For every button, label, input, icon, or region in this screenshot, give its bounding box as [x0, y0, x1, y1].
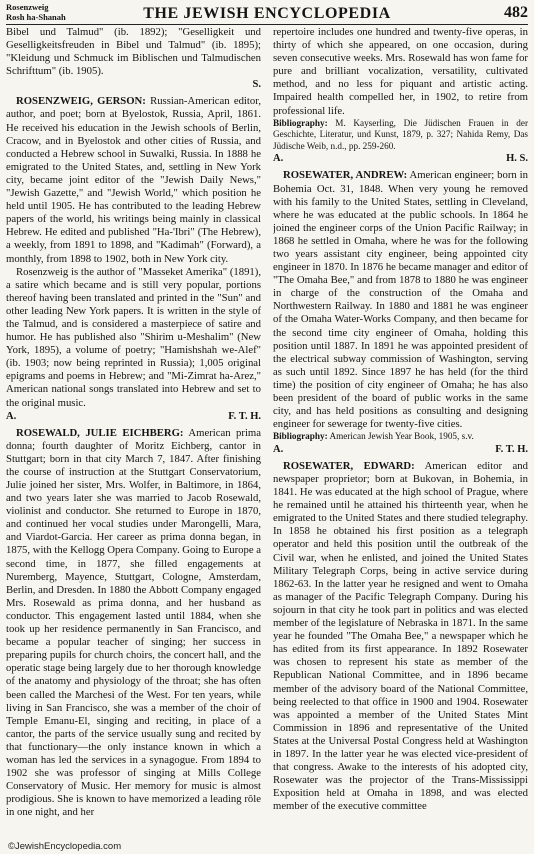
entry-signature — [6, 410, 261, 423]
bibliography — [273, 431, 528, 443]
running-head-first-entry: Rosenzweig — [6, 2, 49, 12]
bibliography-text: M. Kayserling, Die Jüdischen Frauen in der Geschichte, Literatur, und Kunst, 1879, p. 327; Nahida Remy, Das Jüdische Weib, n.d., pp. 259-260. — [273, 117, 528, 151]
running-head-last-entry: Rosh ha-Shanah — [6, 12, 66, 22]
text-columns — [6, 26, 528, 834]
signature-right: S. — [252, 79, 261, 91]
entry-rosenzweig-gerson — [6, 95, 261, 265]
entry-rosewater-andrew — [273, 169, 528, 431]
signature-right: H. S. — [506, 153, 528, 165]
signature-right: F. T. H. — [495, 443, 528, 455]
intro-signature — [6, 78, 261, 91]
right-column — [273, 26, 528, 834]
entry-heading: ROSEWATER, EDWARD: — [283, 459, 415, 472]
entry-rosewald-julie — [6, 427, 261, 820]
copyright-footer[interactable]: ©JewishEncyclopedia.com — [8, 841, 122, 852]
signature-left: A. — [273, 443, 284, 455]
entry-heading: ROSEWALD, JULIE EICHBERG: — [16, 426, 184, 439]
intro-continuation: Bibel und Talmud" (ib. 1892); "Geselligkeit und Geselligkeitsfreuden in Bibel und Talmud" (ib. 1895); "Kleidung und Schmuck im Biblischen und Talmudischen Schrifttum" (ib. 1905). — [6, 26, 261, 78]
signature-right: F. T. H. — [228, 410, 261, 422]
page-header — [6, 2, 528, 25]
entry-paragraph: Rosenzweig is the author of "Masseket Amerika" (1891), a satire which became and is still very popular, portions thereof having been translated and printed in the "Sun" and other leading New York papers. It is written in the style of the Talmud, and is considered a masterpiece of satire and humor. He has published also "Shirim u-Meshalim" (New York, 1895), a volume of poetry; "Hamishshah we-Alef" (ib. 1903; now being reprinted in Russia); 1,005 original epigrams and poems in Hebrew; and "Mi-Zimrat ha-Arez," American national songs translated into Hebrew and set to the original music. — [6, 265, 261, 409]
rosewald-continuation: repertoire includes one hundred and twenty-five operas, in thirty of which she appeared, on one occasion, during seven consecutive weeks. Mrs. Rosewald has won fame for pure and brilliant vocalization, versatility, cultivated method, and no less for piquant and artistic acting. Impaired health compelled her, in 1902, to retire from professional life. — [273, 26, 528, 117]
bibliography-text: American Jewish Year Book, 1905, s.v. — [329, 431, 474, 442]
entry-body: American editor and newspaper proprietor; born at Bukovan, in Bohemia, in 1841. He was educated at the high school of Prague, where he remained until he attained his thirteenth year, when he emigrated to the United States and there studied telegraphy. In 1858 he obtained his first position as a telegraph operator and held this position until the outbreak of the Civil war, when he enlisted, and joined the United States Military Telegraph Corps, being in active service during 1862-63. In the latter year he resigned and went to Omaha as manager of the Pacific Telegraph Company. During his sojourn in that city he took part in politics and was elected member of the legislature of Nebraska in 1871. In the same year he founded "The Omaha Bee," a newspaper which he has edited from its first appearance. In 1892 Rosewater was chosen to represent his state as member of the Republican National Committee, and in 1896 became member of the advisory board of the National Committee, being reelected to that office in 1900 and 1904. Rosewater was appointed a member of the United States Mint Commission in 1896 and representative of the United States at the Universal Postal Congress held at Washington in 1897. In the latter year he was elected vice-president of that congress. Awake to the interests of his adopted city, Rosewater was the projector of the Trans-Mississippi Exposition held at Omaha in 1898, and was elected member of the executive committee — [273, 459, 528, 813]
entry-rosewater-edward — [273, 460, 528, 814]
signature-left: A. — [6, 410, 17, 422]
left-column — [6, 26, 261, 834]
page-number: 482 — [504, 4, 528, 21]
page-title: THE JEWISH ENCYCLOPEDIA — [143, 5, 391, 22]
entry-signature — [273, 152, 528, 165]
signature-left: A. — [273, 153, 284, 165]
bibliography — [273, 118, 528, 153]
entry-signature — [273, 443, 528, 456]
entry-heading: ROSEWATER, ANDREW: — [283, 169, 408, 182]
entry-body: American engineer; born in Bohemia Oct. 31, 1848. When very young he removed with his family to the United States, settling in Cleveland, where he was educated at the public schools. In 1864 he joined the engineer corps of the Union Pacific Railway; in 1868 he settled in Omaha, where he was for the following two years assistant city engineer, being appointed city engineer in 1870. In 1876 he became manager and editor of "The Omaha Bee," and from 1878 to 1880 he was engineer in charge of the construction of the Omaha and Northwestern Railway. In 1880 and 1881 he was engineer of the Omaha Water-Works Company, and then became for the second time city engineer of Omaha, holding this position until 1887. In 1891 he was appointed president of the electrical subway commission of Washington, serving as such until 1892. Since 1897 he has held (for the third time) the position of city engineer of Omaha; he has also been president of the board of public works in the same city, and has held positions as consulting and designing engineer for sewerage for twenty-five cities. — [273, 169, 528, 431]
bibliography-label: Bibliography: — [273, 117, 328, 128]
bibliography-label: Bibliography: — [273, 431, 328, 442]
entry-body: American prima donna; fourth daughter of Moritz Eichberg, cantor in Stuttgart; born in that city March 7, 1847. After finishing the course of instruction at the Stuttgart Conservatorium, Julie joined her sister, Mrs. Wolfer, in Baltimore, in 1864, and two years later she was married to Jacob Rosewald, violinist and conductor. She returned to Europe in 1870, and continued her vocal studies under Marongelli, Mara, and Viardot-Garcia. Her career as prima donna began, in 1875, with the Kellogg Opera Company. Going to Europe a second time, in 1877, she filled engagements at Nuremberg, Mayence, Stuttgart, Cologne, Amsterdam, Berlin, and Dresden. In 1880 the Abbott Company engaged Mrs. Rosewald as prima donna, and her husband as conductor. This engagement lasted until 1884, when she took up her residence permanently in San Francisco, and became a popular teacher of singing; her success in preparing pupils for church choirs, the concert hall, and the operatic stage being largely due to her thorough knowledge of the anatomy and physiology of the throat; she has often been called the Marchesi of the West. For ten years, while living in San Francisco, she was a member of the choir of Temple Emanu-El, singing and reciting, in place of a cantor, the parts of the service usually sung and recited by that functionary—the only instance known in which a woman has led the services in a synagogue. From 1894 to 1902 she was professor of singing at Mills College Conservatory of Music. Her memory for music is almost prodigious. She is known to have memorized a leading rôle in one night, and her — [6, 426, 261, 819]
entry-body: Russian-American editor, author, and poet; born at Byelostok, Russia, April, 1861. He received his education in the Jewish schools of Berlin, Cracow, and in Byelostok and other cities of Russia, and conducted a Hebrew school in Suwalki, Russia. In 1888 he emigrated to the United States, and, settling in New York city, became joint editor of the "Jewish Daily News," "Jewish Gazette," and "Jewish World," which position he held until 1905. He has contributed to the leading Hebrew papers of the world, his writings being mainly in classical Hebrew. He edited and published "Ha-'Ibri" (The Hebrew), a weekly, from 1891 to 1898, and "Kadimah" (Forward), a monthly, from 1898 to 1902, both in New York city. — [6, 95, 261, 265]
entry-heading: ROSENZWEIG, GERSON: — [16, 95, 146, 108]
